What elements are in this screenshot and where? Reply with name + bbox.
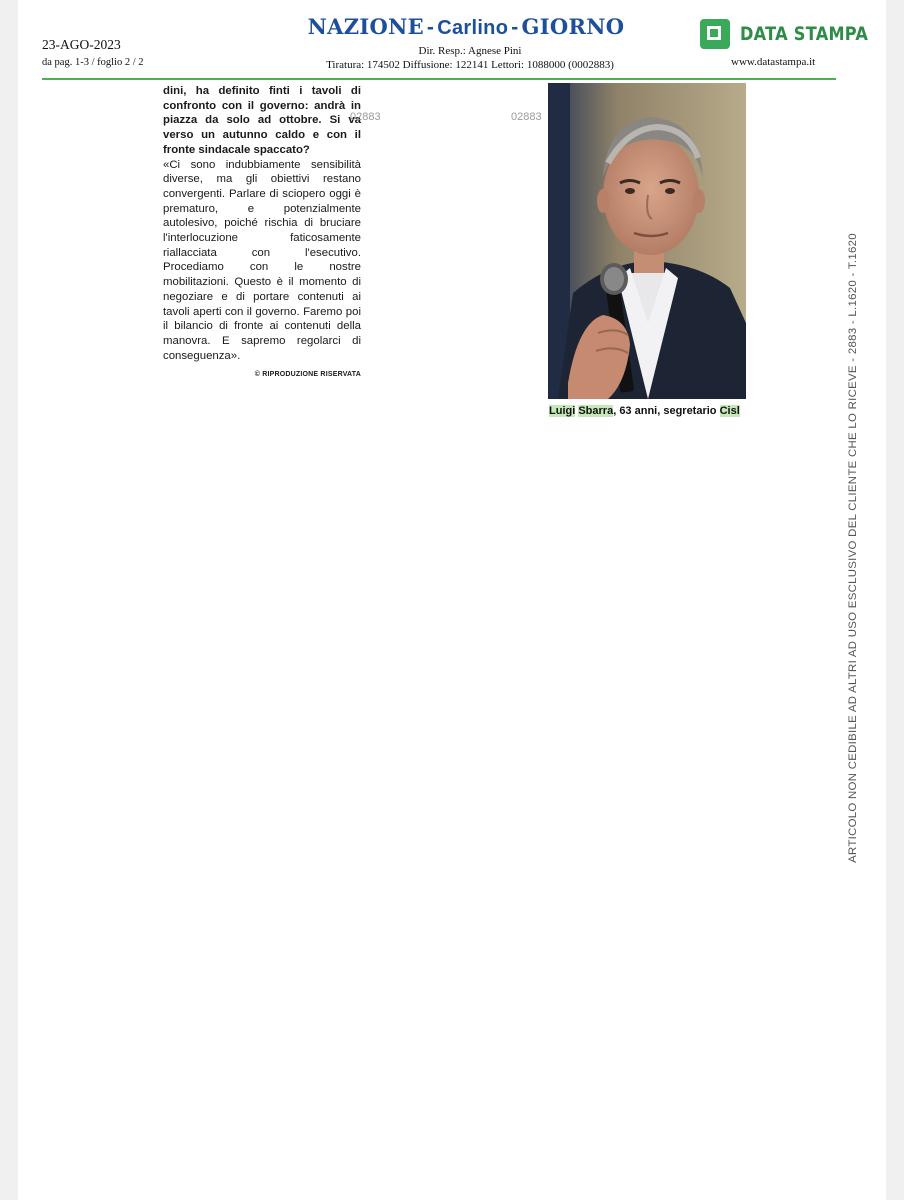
publication-date: 23-AGO-2023 — [42, 37, 121, 52]
logo-text: DATA STAMPA — [740, 23, 869, 45]
masthead-separator: - — [426, 16, 435, 39]
caption-first-name: Luigi — [549, 405, 576, 417]
portrait-photo — [548, 83, 746, 399]
data-stampa-logo — [700, 19, 891, 49]
caption-details: , 63 anni, segretario — [613, 405, 720, 417]
interview-answer: «Ci sono indubbiamente sensibilità diverse, ma gli obiettivi restano convergenti. Parlare di sciopero oggi è prematuro, e potenzialmente autolesivo, poiché rischia di bruciare l'interlocuzione faticosamente riallacciata con l'esecutivo. Procediamo con le nostre mobilitazioni. Questo è il momento di negoziare e di portare contenuti ai tavoli aperti con il governo. Faremo poi il bilancio di fronte ai contenuti della manovra. E sapremo regolarci di conseguenza». — [163, 158, 361, 362]
photo-caption — [549, 405, 740, 417]
masthead-separator: - — [511, 16, 519, 39]
portrait-illustration — [548, 83, 746, 399]
page-info: da pag. 1-3 / foglio 2 / 2 — [42, 57, 144, 68]
director-line: Dir. Resp.: Agnese Pini — [418, 45, 522, 57]
masthead — [306, 14, 626, 40]
caption-last-name: Sbarra — [578, 405, 614, 417]
watermark-code: 02883 — [350, 111, 381, 123]
caption-organization: Cisl — [719, 405, 740, 417]
interview-question: dini, ha definito finti i tavoli di confronto con il governo: andrà in piazza da solo ad ottobre. Si va verso un autunno caldo e con il fronte sindacale spaccato? — [163, 85, 361, 156]
page-border-right — [886, 0, 904, 1200]
circulation-line: Tiratura: 174502 Diffusione: 122141 Lettori: 1088000 (0002883) — [326, 59, 614, 71]
header-center — [290, 44, 650, 72]
masthead-nazione: NAZIONE — [307, 14, 424, 39]
side-notice: ARTICOLO NON CEDIBILE AD ALTRI AD USO ESCLUSIVO DEL CLIENTE CHE LO RICEVE - 2883 - L.1620 - T.1620 — [847, 233, 859, 863]
masthead-carlino: Carlino — [437, 17, 509, 39]
copyright-notice: © RIPRODUZIONE RISERVATA — [254, 371, 361, 379]
article-column — [163, 84, 361, 383]
header-divider — [42, 78, 836, 80]
watermark-code: 02883 — [511, 111, 542, 123]
page-border-left — [0, 0, 18, 1200]
website-link[interactable]: www.datastampa.it — [731, 56, 816, 68]
masthead-giorno: GIORNO — [521, 14, 625, 39]
data-stampa-logo-icon — [700, 19, 730, 49]
header-left — [42, 37, 143, 68]
